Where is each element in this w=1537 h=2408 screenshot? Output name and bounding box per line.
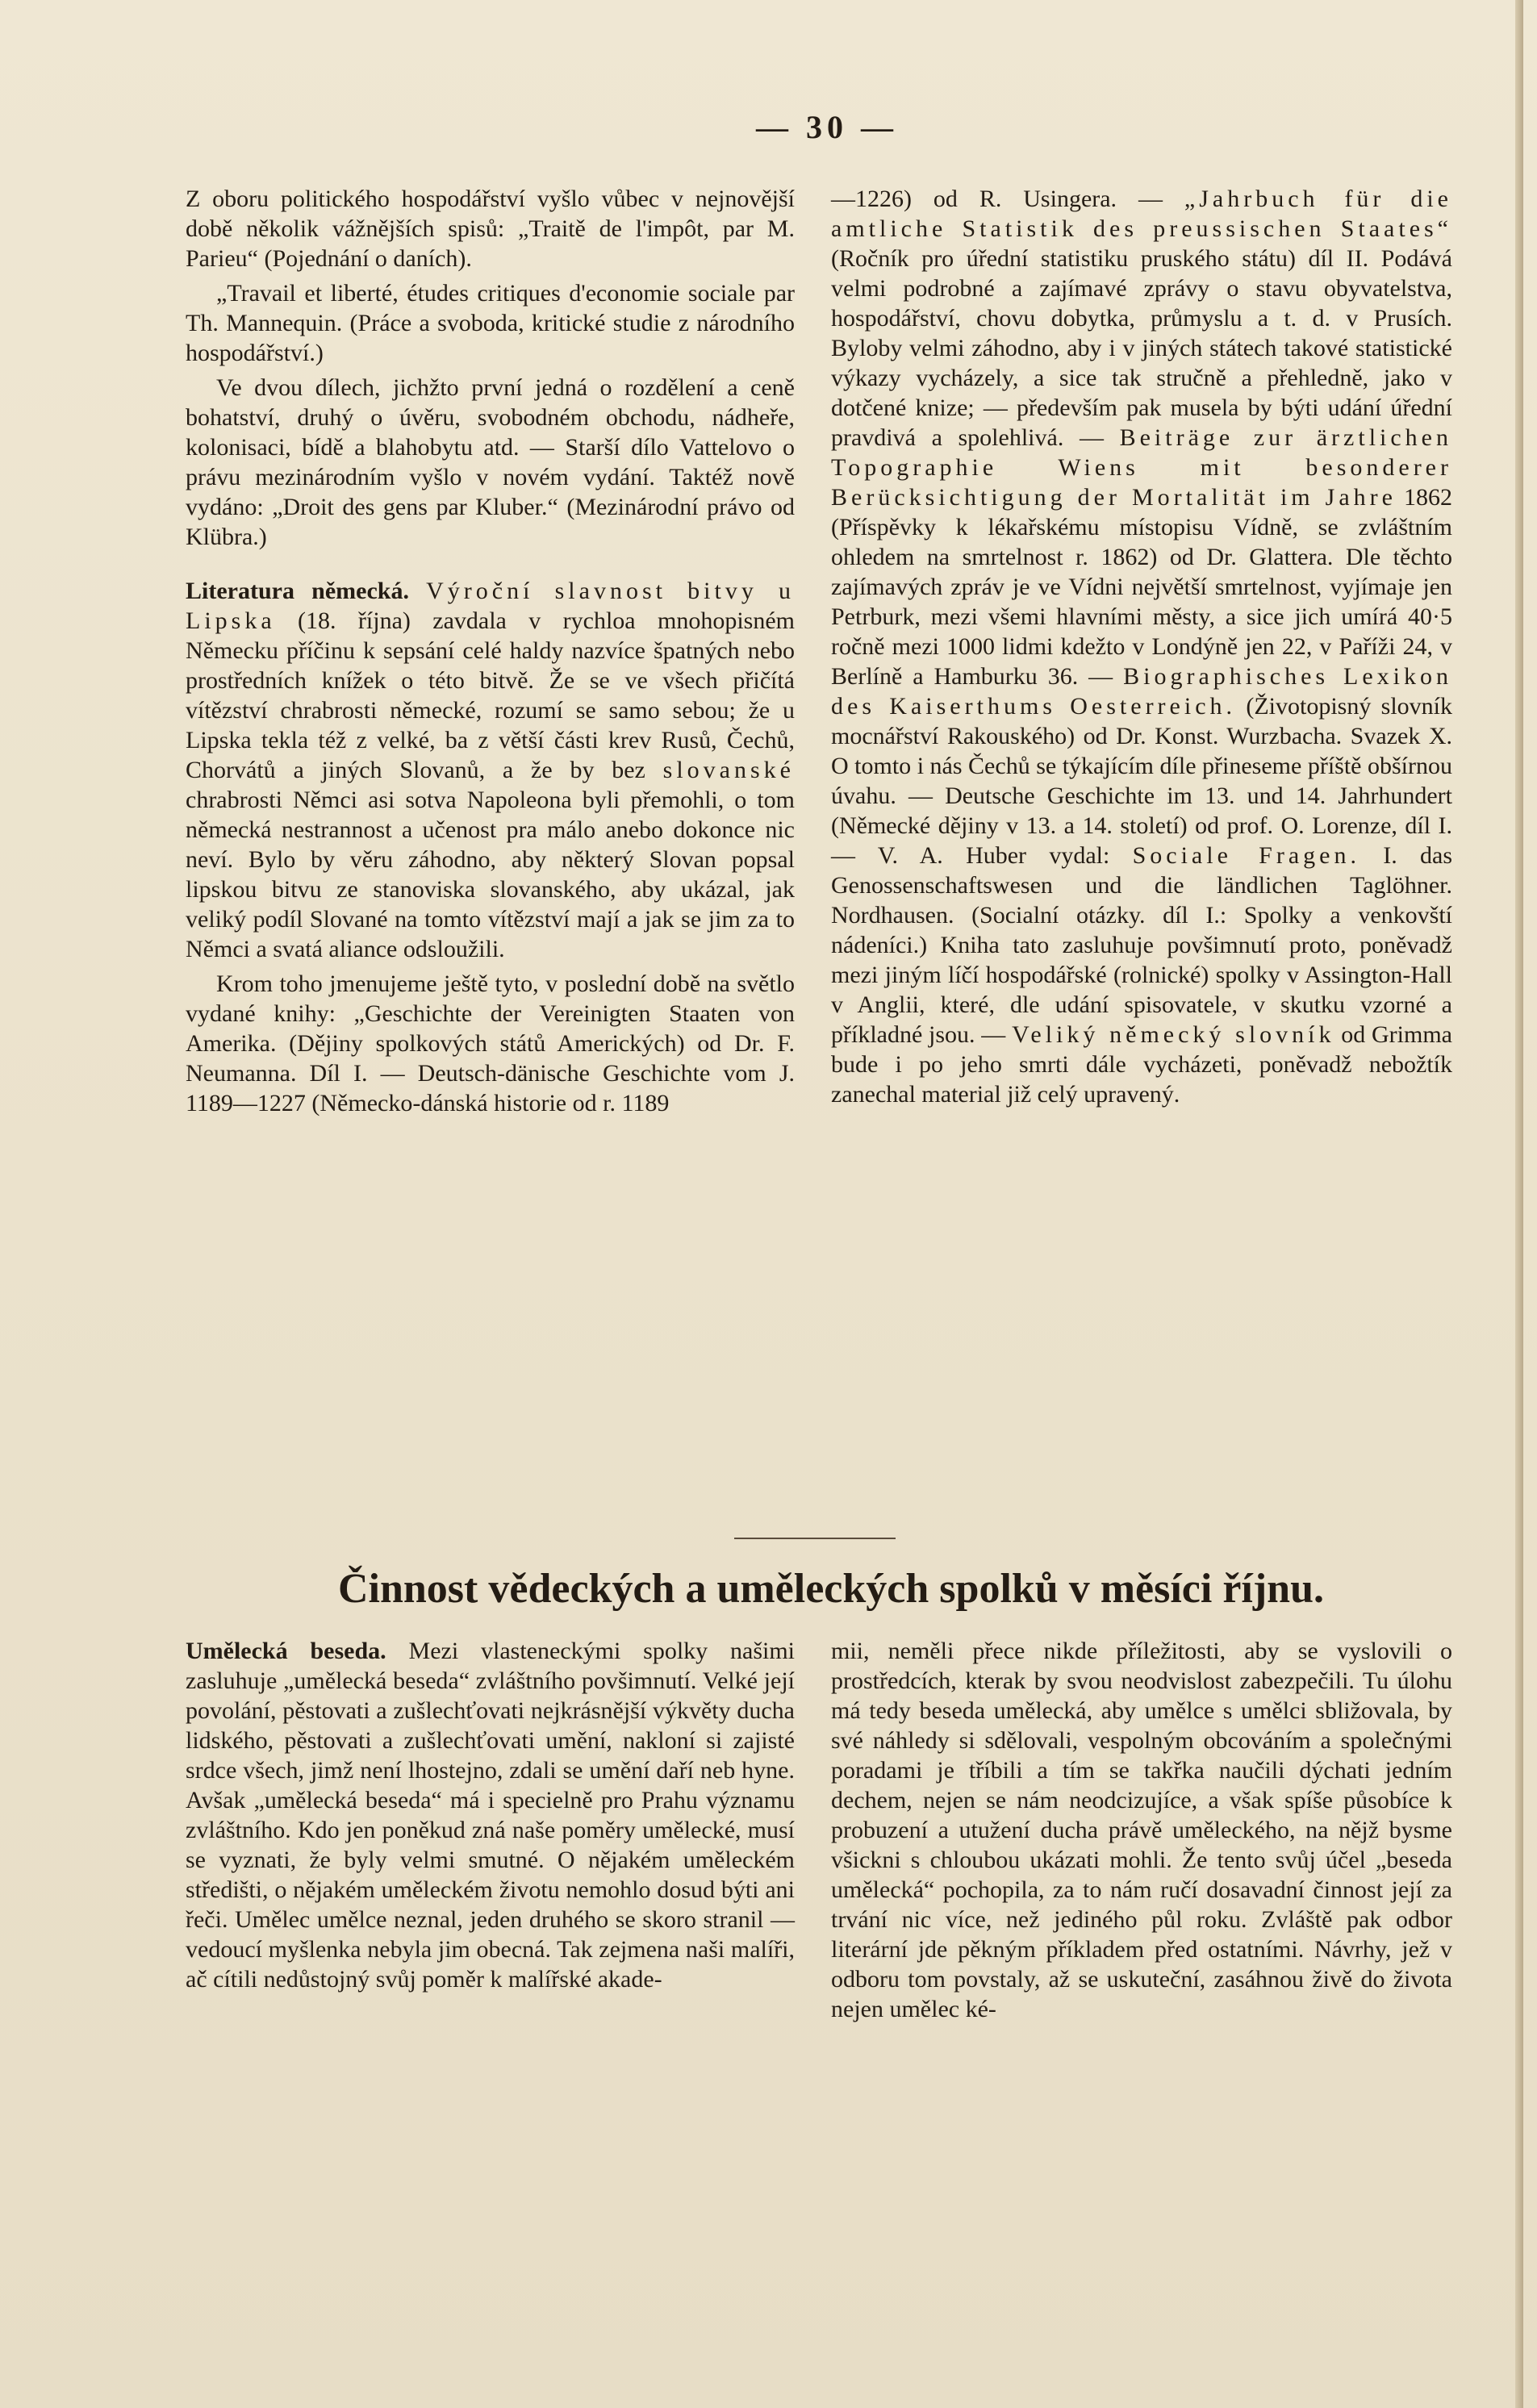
text-run: (Životopisný slovník mocnářství Rakouského) od Dr. Konst. Wurzbacha. Svazek X. O tomto i nás Čechů se týkajícím díle přineseme příště obšírnou úvahu. — Deutsche Geschichte im 13. und 14. Jahrhundert (Německé dějiny v 13. a 14. století) od prof. O. Lorenze, díl I. — V. A. Huber vydal:: [831, 693, 1452, 869]
paragraph-text: Mezi vlasteneckými spolky našimi zasluhuje „umělecká beseda“ zvláštního povšimnutí. Velké její povolání, pěstovati a zušlechťovati nejkrásnější výkvěty ducha lidského, pěstovati a zušlechťovati umění, nakloní si zajisté srdce všech, jimž není lhostejno, zdali se umění daří neb hyne. Avšak „umělecká beseda“ má i specielně pro Prahu významu zvláštního. Kdo jen poněkud zná naše poměry umělecké, musí se vyznati, že byly velmi smutné. O nějakém uměleckém středišti, o nějakém uměleckém životu nemohlo dosud býti ani řeči. Umělec umělce neznal, jeden druhého se skoro stranil — vedoucí myšlenka nebyla jim obecná. Tak zejmena naši malíři, ač cítili nedůstojný svůj poměr k malířské akade-: [186, 1638, 796, 1993]
column-right-bottom: [831, 1636, 1452, 2386]
spaced-title: Beiträge zur ärztlichen Topographie Wiens mit besonderer Berücksichtigung der Mortalität im Jahre: [831, 424, 1452, 511]
section-divider: [734, 1538, 896, 1539]
paragraph-literatura: [186, 576, 795, 964]
spaced-text: Výroční slavnost bitvy u Lipska: [186, 578, 796, 634]
text-run: (Ročník pro úřední statistiku pruského státu) díl II. Podává velmi podrobné a zajímavé zprávy o stavu obyvatelstva, hospodářství, chovu dobytka, průmyslu a t. d. v Prusích. Byloby velmi záhodno, aby i v jiných státech takové statistické výkazy vycházely, a sice tak stručně a přehledně, jako v dotčené knize; — především pak musela by býti udání úřední pravdivá a spolehlivá. —: [831, 245, 1452, 451]
page-number: — 30 —: [756, 109, 898, 145]
paragraph: „Travail et liberté, études critiques d'economie sociale par Th. Mannequin. (Práce a svoboda, kritické studie z národního hospodářství.): [186, 280, 795, 366]
paragraph-continued: [831, 184, 1452, 1109]
paragraph-text: (18. října) zavdala v rychloa mnohopisném Německu příčinu k sepsání celé haldy nazvíce špatných nebo prostředních knížek o této bitvě. Že se ve všech přičítá vítězství chrabrosti německé, rozumí se samo sebou; že u Lipska tekla též z velké, ba z větší části krev Rusů, Čechů, Chorvátů a jiných Slovanů, a že by bez: [186, 607, 795, 783]
section-lead: Umělecká beseda.: [186, 1638, 386, 1664]
spaced-text: slovanské: [662, 757, 795, 783]
paragraph: Z oboru politického hospodářství vyšlo vůbec v nejnovější době několik vážnějších spisů: „Traitě de l'impôt, par M. Parieu“ (Pojednání o daních).: [186, 186, 795, 272]
text-run: —1226) od R. Usingera. —: [831, 186, 1163, 212]
section-heading: Činnost vědeckých a uměleckých spolků v měsíci říjnu.: [337, 1566, 1325, 1612]
paragraph: Krom toho jmenujeme ještě tyto, v poslední době na světlo vydané knihy: „Geschichte der Vereinigten Staaten von Amerika. (Dějiny spolkových států Amerických) od Dr. F. Neumanna. Díl I. — Deutsch-dänische Geschichte vom J. 1189—1227 (Německo-dánská historie od r. 1189: [186, 970, 795, 1116]
column-right-top: [831, 184, 1452, 1515]
paragraph-umelecka-beseda: [186, 1636, 795, 1994]
spaced-title: „Jahrbuch für die amtliche Statistik des preussischen Staates“: [831, 186, 1452, 242]
column-left-bottom: [186, 1636, 795, 2386]
paragraph: Ve dvou dílech, jichžto první jedná o rozdělení a ceně bohatství, druhý o úvěru, svobodném obchodu, nádheře, kolonisaci, bídě a blahobytu atd. — Starší dílo Vattelovo o právu mezinárodním vyšlo v novém vydání. Taktéž nově vydáno: „Droit des gens par Kluber.“ (Mezinárodní právo od Klübra.): [186, 374, 795, 550]
spaced-title: Biographisches Lexikon des Kaiserthums Oesterreich.: [831, 663, 1452, 720]
text-run: od Grimma bude i po jeho smrti dále vycházeti, poněvadž nebožtík zanechal material již celý upravený.: [831, 1021, 1452, 1108]
paragraph-continued: mii, neměli přece nikde příležitosti, aby se vyslovili o prostředcích, kterak by svou neodvislost zabezpečili. Tu úlohu má tedy beseda umělecká, aby umělce s umělci sbližovala, by své náhledy si sdělovali, vespolným obcováním a společnými poradami je tříbili a tím se takřka naučili dýchati jedním dechem, nejen se nám neodcizujíce, a však spíše působíce k probuzení a utužení ducha právě uměleckého, na nějž bysme všickni s chloubou ukázati mohli. Že tento svůj účel „beseda umělecká“ pochopila, za to nám ručí dosavadní činnost její za trvání nic více, než jediného půl roku. Zvláště pak odbor literární jde pěkným příkladem před ostatními. Návrhy, jež v odboru tom povstaly, až se uskuteční, zasáhnou živě do života nejen umělec ké-: [831, 1638, 1452, 2022]
paragraph-text: chrabrosti Němci asi sotva Napoleona byli přemohli, o tom německá nestrannost a učenost pra málo anebo dokonce nic neví. Bylo by věru záhodno, aby některý Slovan popsal lipskou bitvu ze stanoviska slovanského, aby ukázal, jak veliký podíl Slované na tomto vítězství mají a jak se jim za to Němci a svatá aliance odsloužili.: [186, 787, 795, 962]
page-edge: [1515, 0, 1523, 2408]
spaced-title: Veliký německý slovník: [1012, 1021, 1335, 1048]
spaced-title: Sociale Fragen.: [1132, 842, 1360, 869]
text-run: 1862 (Příspěvky k lékařskému místopisu Vídně, se zvláštním ohledem na smrtelnost r. 1862) od Dr. Glattera. Dle těchto zajímavých zpráv je ve Vídni největší smrtelnost, vyjímaje jen Petrburk, mezi všemi hlavními městy, a sice jich umírá 40·5 ročně mezi 1000 lidmi kdežto v Londýně jen 22, v Paříži 24, v Berlíně a Hamburku 36. —: [831, 484, 1452, 690]
section-lead: Literatura německá.: [186, 578, 409, 604]
text-run: I. das Genossenschaftswesen und die ländlichen Taglöhner. Nordhausen. (Socialní otázky. díl I.: Spolky a venkovští nádeníci.) Kniha tato zasluhuje povšimnutí proto, poněvadž mezi jiným líčí hospodářské (rolnické) spolky v Assington-Hall v Anglii, které, dle udání spisovatele, v skutku vzorné a příkladné jsou. —: [831, 842, 1453, 1048]
column-left-top: [186, 184, 795, 1515]
